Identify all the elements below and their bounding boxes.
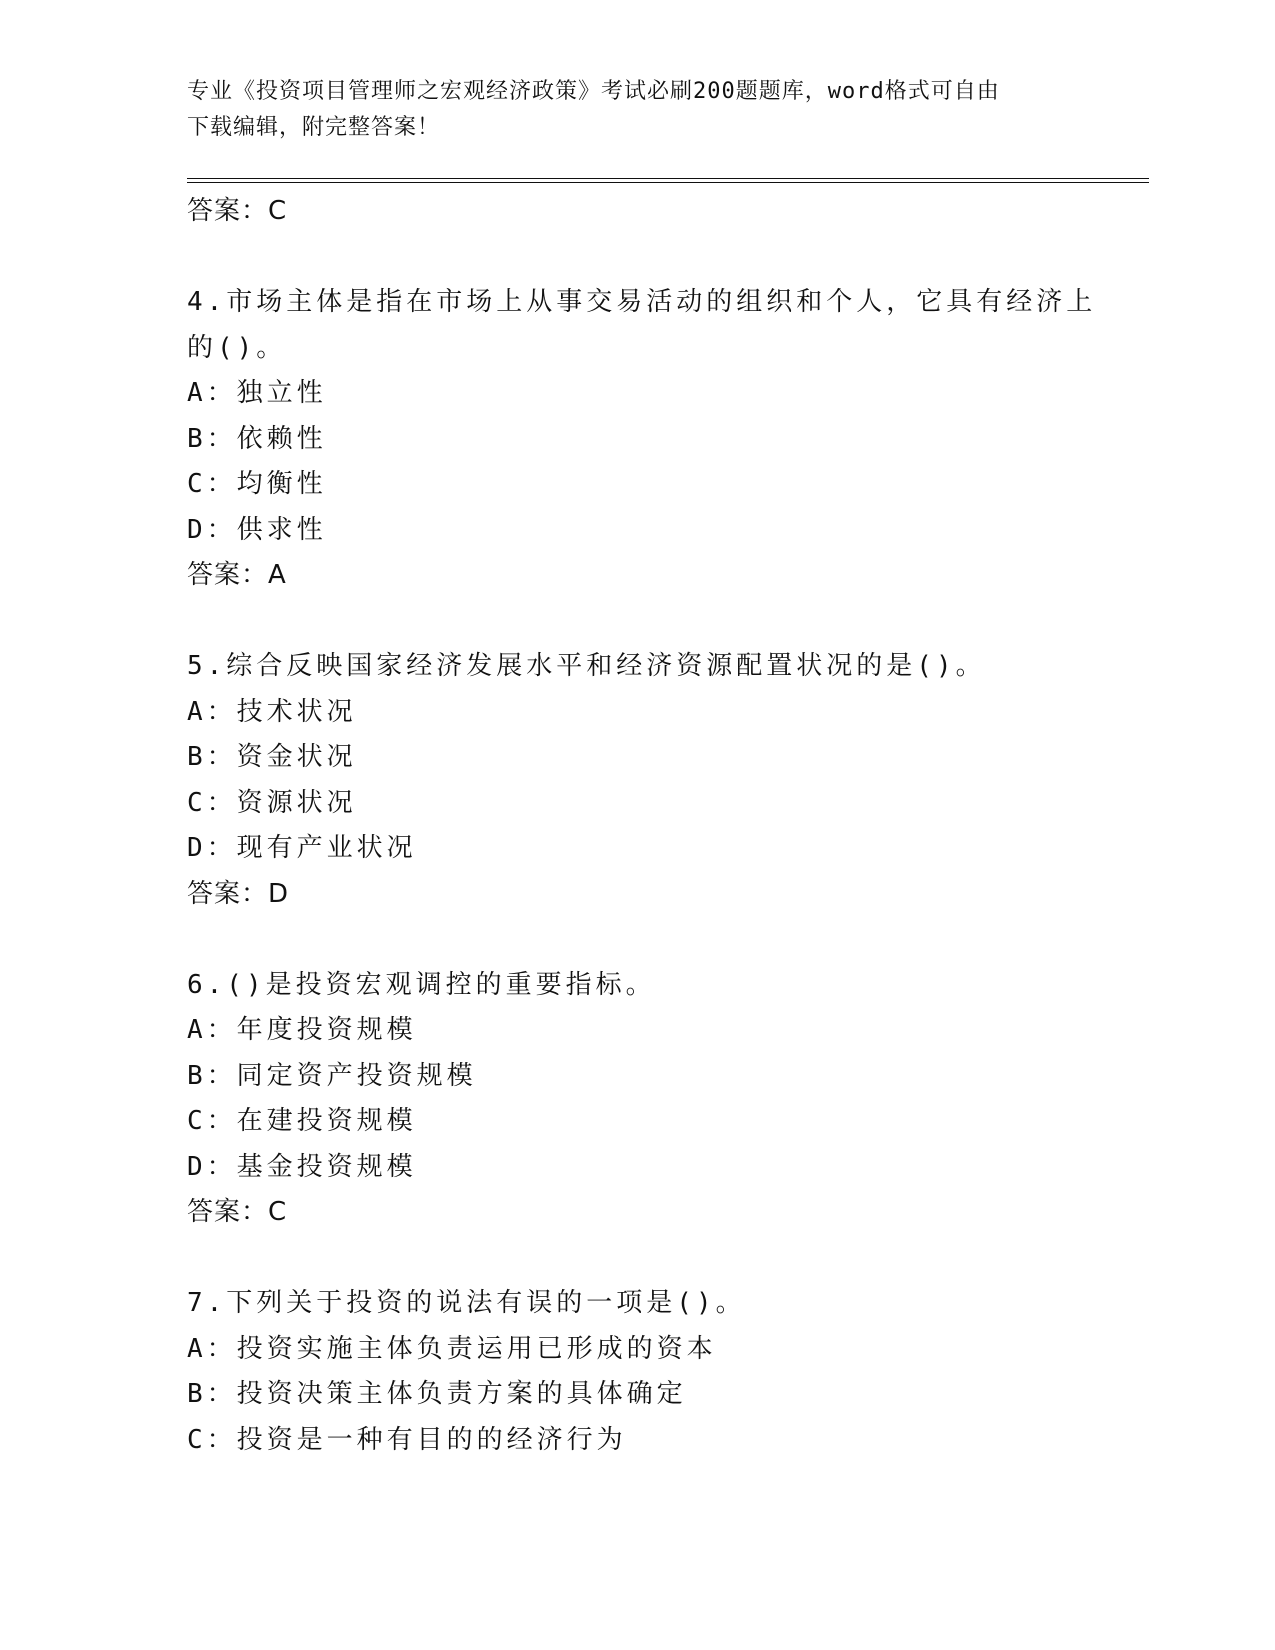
question-stem: 5.综合反映国家经济发展水平和经济资源配置状况的是()。 bbox=[187, 651, 986, 681]
option-c: C：资源状况 bbox=[187, 787, 357, 818]
option-c: C：在建投资规模 bbox=[187, 1106, 417, 1136]
option-a: A：投资实施主体负责运用已形成的资本 bbox=[187, 1333, 717, 1364]
question-7 bbox=[187, 1281, 1087, 1463]
spacer bbox=[187, 235, 1087, 281]
question-stem-continued: 的()。 bbox=[187, 332, 287, 363]
spacer bbox=[187, 1236, 1087, 1282]
option-a: A：独立性 bbox=[187, 378, 327, 408]
option-a: A：技术状况 bbox=[187, 696, 357, 727]
question-5 bbox=[187, 644, 1087, 917]
option-b: B：投资决策主体负责方案的具体确定 bbox=[187, 1379, 687, 1409]
option-c: C：均衡性 bbox=[187, 469, 327, 499]
question-6 bbox=[187, 963, 1087, 1236]
document-header bbox=[187, 74, 1077, 146]
question-list bbox=[187, 189, 1097, 1463]
answer: 答案：A bbox=[187, 560, 287, 590]
spacer bbox=[187, 599, 1087, 645]
option-a: A：年度投资规模 bbox=[187, 1015, 417, 1045]
previous-answer: 答案：C bbox=[187, 196, 288, 226]
header-line-2: 下载编辑，附完整答案！ bbox=[187, 115, 441, 140]
option-d: D：基金投资规模 bbox=[187, 1151, 417, 1182]
question-4 bbox=[187, 280, 1097, 599]
option-b: B：资金状况 bbox=[187, 742, 357, 772]
question-stem: 4.市场主体是指在市场上从事交易活动的组织和个人，它具有经济上 bbox=[187, 287, 1097, 317]
spacer bbox=[187, 917, 1087, 963]
option-d: D：现有产业状况 bbox=[187, 833, 417, 863]
option-d: D：供求性 bbox=[187, 514, 327, 545]
question-stem: 6.()是投资宏观调控的重要指标。 bbox=[187, 969, 656, 1000]
option-b: B：同定资产投资规模 bbox=[187, 1060, 477, 1091]
answer: 答案：C bbox=[187, 1197, 288, 1227]
option-c: C：投资是一种有目的的经济行为 bbox=[187, 1424, 627, 1455]
header-divider bbox=[187, 178, 1149, 183]
question-stem: 7.下列关于投资的说法有误的一项是()。 bbox=[187, 1288, 746, 1318]
header-line-1: 专业《投资项目管理师之宏观经济政策》考试必刷200题题库，word格式可自由 bbox=[187, 79, 1000, 104]
option-b: B：依赖性 bbox=[187, 423, 327, 454]
answer: 答案：D bbox=[187, 878, 290, 909]
